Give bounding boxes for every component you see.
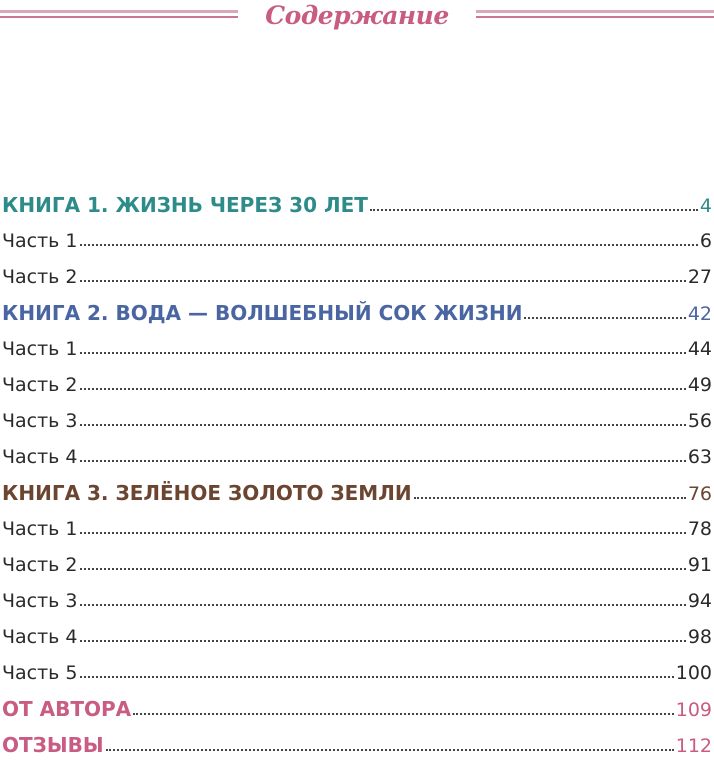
leader-dots	[370, 209, 698, 211]
toc-entry-page: 76	[687, 483, 712, 505]
toc-entry-label: КНИГА 2. ВОДА — ВОЛШЕБНЫЙ СОК ЖИЗНИ	[2, 301, 523, 325]
toc-entry-label: ОТЗЫВЫ	[2, 733, 104, 757]
toc-entry-book-2[interactable]	[2, 295, 712, 331]
toc-entry-reviews[interactable]	[2, 727, 712, 763]
toc-entry-label: Часть 1	[2, 518, 78, 540]
toc-entry-label: Часть 5	[2, 662, 78, 684]
leader-dots	[80, 352, 686, 354]
toc-entry-author-note[interactable]	[2, 691, 712, 727]
decorative-rule-left	[0, 10, 238, 19]
leader-dots	[80, 244, 698, 246]
toc-entry-page: 109	[675, 699, 712, 721]
toc-entry-label: Часть 1	[2, 338, 78, 360]
toc-entry-part[interactable]	[2, 511, 712, 547]
leader-dots	[80, 568, 686, 570]
leader-dots	[133, 713, 674, 715]
toc-entry-label: Часть 3	[2, 590, 78, 612]
toc-entry-page: 4	[699, 195, 712, 217]
toc-entry-part[interactable]	[2, 223, 712, 259]
leader-dots	[80, 424, 686, 426]
leader-dots	[524, 317, 685, 319]
leader-dots	[80, 676, 674, 678]
toc-entry-label: Часть 3	[2, 410, 78, 432]
toc-entry-label: Часть 2	[2, 266, 78, 288]
decorative-rule-right	[476, 10, 714, 19]
toc-entry-page: 6	[699, 230, 712, 252]
toc-entry-label: КНИГА 1. ЖИЗНЬ ЧЕРЕЗ 30 ЛЕТ	[2, 193, 368, 217]
toc-entry-page: 100	[675, 662, 712, 684]
toc-entry-page: 27	[687, 266, 712, 288]
toc-entry-page: 112	[675, 735, 712, 757]
toc-entry-book-1[interactable]	[2, 187, 712, 223]
toc-entry-page: 63	[687, 446, 712, 468]
page-title: Содержание	[265, 1, 449, 30]
toc-entry-label: КНИГА 3. ЗЕЛЁНОЕ ЗОЛОТО ЗЕМЛИ	[2, 481, 412, 505]
toc-entry-part[interactable]	[2, 619, 712, 655]
leader-dots	[414, 497, 686, 499]
toc-entry-page: 94	[687, 590, 712, 612]
toc-entry-page: 78	[687, 518, 712, 540]
toc-entry-part[interactable]	[2, 403, 712, 439]
toc-entry-label: ОТ АВТОРА	[2, 697, 132, 721]
toc-entry-part[interactable]	[2, 655, 712, 691]
toc-entry-label: Часть 4	[2, 446, 78, 468]
toc-entry-label: Часть 2	[2, 554, 78, 576]
leader-dots	[80, 532, 686, 534]
toc-entry-part[interactable]	[2, 547, 712, 583]
leader-dots	[80, 640, 686, 642]
toc-entry-label: Часть 1	[2, 230, 78, 252]
toc-entry-label: Часть 2	[2, 374, 78, 396]
toc-entry-page: 49	[687, 374, 712, 396]
toc-entry-page: 44	[687, 338, 712, 360]
leader-dots	[106, 749, 674, 751]
toc-entry-part[interactable]	[2, 583, 712, 619]
table-of-contents	[2, 187, 712, 763]
toc-entry-part[interactable]	[2, 331, 712, 367]
leader-dots	[80, 388, 686, 390]
toc-entry-part[interactable]	[2, 439, 712, 475]
toc-entry-part[interactable]	[2, 367, 712, 403]
toc-entry-page: 98	[687, 626, 712, 648]
leader-dots	[80, 604, 686, 606]
toc-entry-page: 91	[687, 554, 712, 576]
toc-entry-page: 56	[687, 410, 712, 432]
leader-dots	[80, 460, 686, 462]
leader-dots	[80, 280, 686, 282]
page-header	[0, 0, 714, 40]
toc-entry-part[interactable]	[2, 259, 712, 295]
toc-entry-book-3[interactable]	[2, 475, 712, 511]
toc-entry-page: 42	[687, 303, 712, 325]
toc-entry-label: Часть 4	[2, 626, 78, 648]
